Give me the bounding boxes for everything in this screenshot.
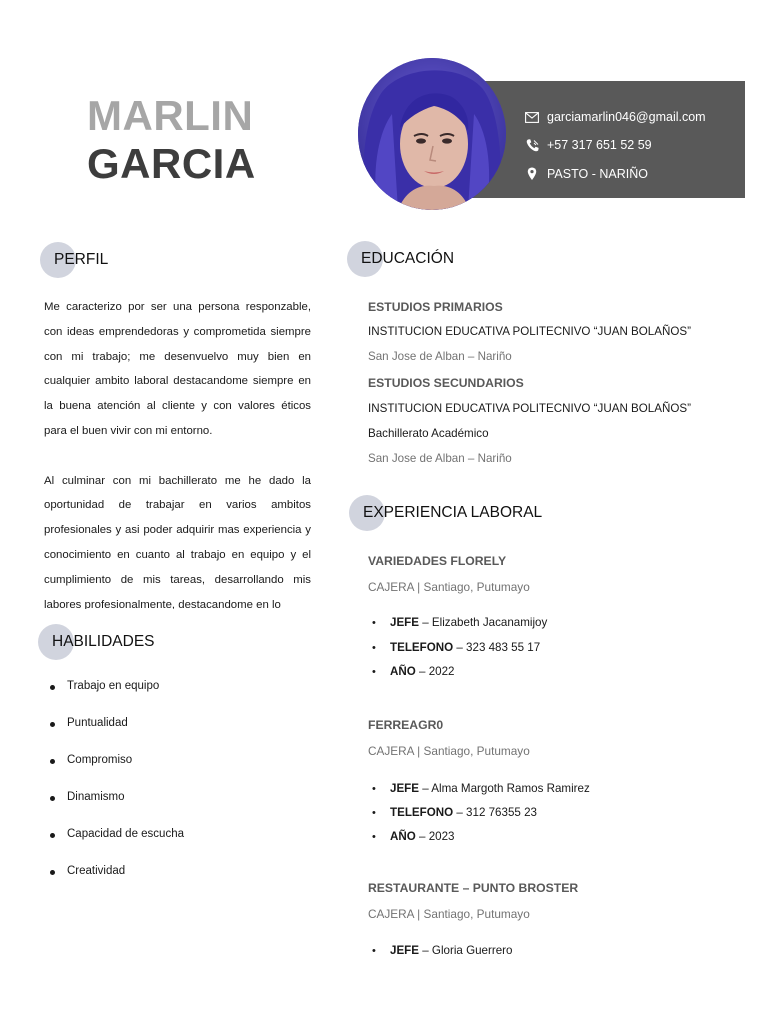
education-location: San Jose de Alban – Nariño xyxy=(368,452,512,465)
bullet: • xyxy=(372,783,376,795)
job-boss xyxy=(372,782,590,795)
job-company: VARIEDADES FLORELY xyxy=(368,554,507,568)
skill-item: Dinamismo xyxy=(50,791,184,828)
job-year xyxy=(372,665,454,678)
detail-label: TELEFONO xyxy=(390,641,454,654)
job-company: FERREAGR0 xyxy=(368,718,444,732)
contact-email-row[interactable] xyxy=(524,107,706,127)
job-role: CAJERA | Santiago, Putumayo xyxy=(368,907,530,921)
bullet: • xyxy=(372,945,376,957)
phone-icon xyxy=(524,137,540,153)
education-level: ESTUDIOS PRIMARIOS xyxy=(368,300,503,314)
job-boss xyxy=(372,944,512,957)
last-name: GARCIA xyxy=(87,140,256,187)
skill-item: Creatividad xyxy=(50,865,184,902)
profile-paragraph: Al culminar con mi bachillerato me he dado la oportunidad de trabajar en varios ambitos profesionales y asi poder adquirir mas experiencia y conocimiento en cuanto al trabajo en equipo y el cumplimiento de mis tareas, desarrollando mis labores profesionalmente, destacandome en lo xyxy=(44,474,311,609)
bullet: • xyxy=(372,807,376,819)
bullet: • xyxy=(372,666,376,678)
detail-label: JEFE xyxy=(390,616,419,629)
envelope-icon xyxy=(524,109,540,125)
dash: – xyxy=(422,782,429,795)
dash: – xyxy=(419,830,426,843)
contact-location: PASTO - NARIÑO xyxy=(547,167,648,181)
skill-item: Puntualidad xyxy=(50,717,184,754)
first-name: MARLIN xyxy=(87,92,254,139)
detail-value: 2022 xyxy=(428,665,455,678)
education-institution: INSTITUCION EDUCATIVA POLITECNIVO “JUAN BOLAÑOS” xyxy=(368,325,691,338)
dash: – xyxy=(456,641,463,654)
job-role: CAJERA | Santiago, Putumayo xyxy=(368,580,530,594)
job-company: RESTAURANTE – PUNTO BROSTER xyxy=(368,881,579,895)
dash: – xyxy=(422,944,429,957)
detail-value: Elizabeth Jacanamijoy xyxy=(431,616,548,629)
contact-phone-row[interactable] xyxy=(524,135,652,155)
contact-email[interactable]: garciamarlin046@gmail.com xyxy=(547,110,706,124)
job-role: CAJERA | Santiago, Putumayo xyxy=(368,744,530,758)
profile-section-header xyxy=(40,242,240,276)
profile-photo xyxy=(358,58,506,210)
job-year xyxy=(372,830,454,843)
education-section-title: EDUCACIÓN xyxy=(361,250,455,267)
profile-text xyxy=(44,295,311,609)
education-location: San Jose de Alban – Nariño xyxy=(368,350,512,363)
detail-label: AÑO xyxy=(390,830,416,843)
bullet: • xyxy=(372,617,376,629)
skill-item: Compromiso xyxy=(50,754,184,791)
detail-value: Alma Margoth Ramos Ramirez xyxy=(431,782,590,795)
skills-section-header xyxy=(38,624,238,658)
education-institution: INSTITUCION EDUCATIVA POLITECNIVO “JUAN BOLAÑOS” xyxy=(368,402,691,415)
dash: – xyxy=(422,616,429,629)
education-degree: Bachillerato Académico xyxy=(368,427,489,440)
profile-section-title: PERFIL xyxy=(54,251,109,268)
experience-section-header xyxy=(349,495,609,529)
experience-section-title: EXPERIENCIA LABORAL xyxy=(363,504,543,521)
profile-paragraph: Me caracterizo por ser una persona responzable, con ideas emprendedoras y comprometida siempre con mi trabajo; me desenvuelvo muy bien en cualquier ambito laboral destacandome siempre en la buena atención al cliente y con valores éticos para el buen vivir con mi entorno. xyxy=(44,301,311,437)
detail-label: TELEFONO xyxy=(390,806,454,819)
location-pin-icon xyxy=(524,166,540,182)
contact-phone[interactable]: +57 317 651 52 59 xyxy=(547,138,652,152)
detail-value: Gloria Guerrero xyxy=(431,944,513,957)
contact-location-row xyxy=(524,164,648,184)
skills-list xyxy=(50,680,184,902)
detail-value: 312 76355 23 xyxy=(466,806,537,819)
education-level: ESTUDIOS SECUNDARIOS xyxy=(368,376,524,390)
bullet: • xyxy=(372,642,376,654)
detail-value: 323 483 55 17 xyxy=(466,641,541,654)
dash: – xyxy=(456,806,463,819)
detail-label: JEFE xyxy=(390,944,419,957)
education-section-header xyxy=(347,241,547,275)
job-phone xyxy=(372,806,537,819)
detail-value: 2023 xyxy=(428,830,455,843)
skill-item: Trabajo en equipo xyxy=(50,680,184,717)
skill-item: Capacidad de escucha xyxy=(50,828,184,865)
page-clip-mask xyxy=(360,968,660,988)
bullet: • xyxy=(372,831,376,843)
job-boss xyxy=(372,616,547,629)
job-phone xyxy=(372,641,540,654)
detail-label: JEFE xyxy=(390,782,419,795)
detail-label: AÑO xyxy=(390,665,416,678)
skills-section-title: HABILIDADES xyxy=(52,633,155,650)
dash: – xyxy=(419,665,426,678)
